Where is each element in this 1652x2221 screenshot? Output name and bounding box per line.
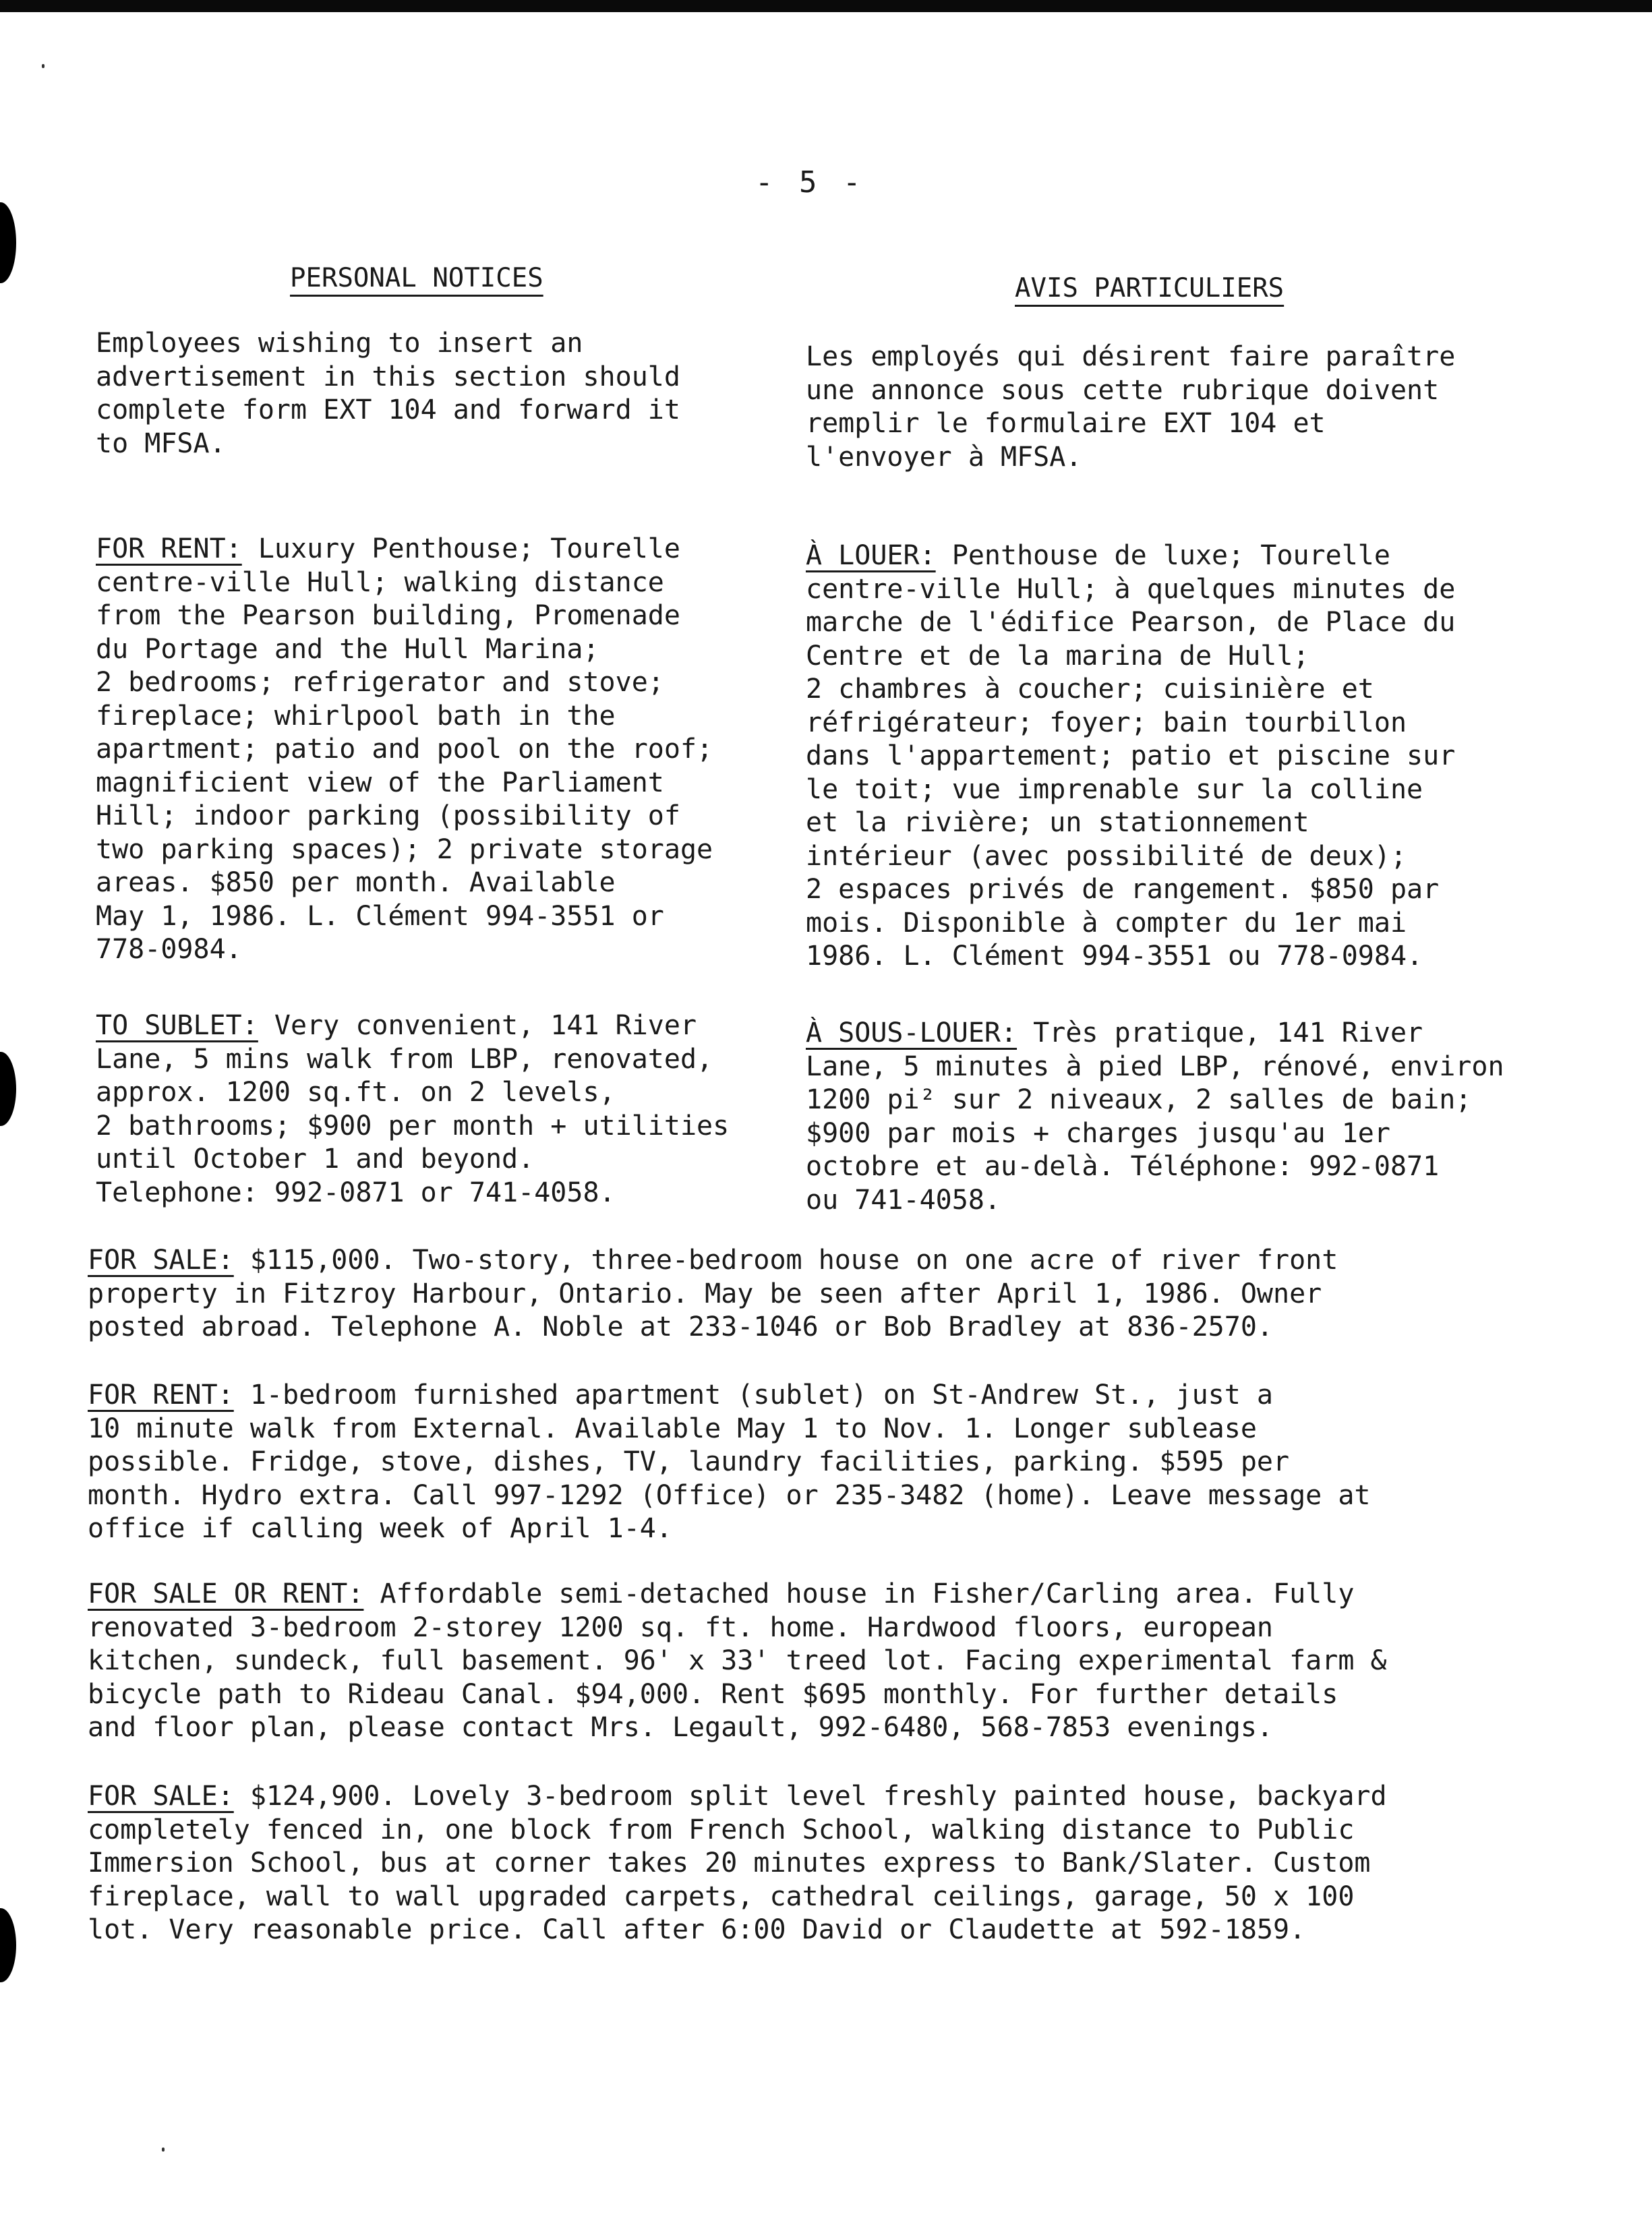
ad-text: $115,000. Two-story, three-bedroom house on one acre of river front property in Fitzroy Harbour, Ontario. May be seen after April 1, 1986. Owner posted abroad. Telephone A. Noble at 233-1046 or Bob Bradley at 836-2570. [88, 1245, 1338, 1342]
ad-text: $124,900. Lovely 3-bedroom split level freshly painted house, backyard completely fenced in, one block from French School, walking distance to Public Immersion School, bus at corner takes 20 minutes express to Bank/Slater. Custom fireplace, wall to wall upgraded carpets, cathedral ceilings, garage, 50 x 100 lot. Very reasonable price. Call after 6:00 David or Claudette at 592-1859. [88, 1781, 1387, 1945]
ad-label: FOR RENT: [96, 533, 242, 564]
ad-for-sale-fitzroy [88, 1244, 1571, 1344]
punch-hole-middle [0, 1052, 16, 1126]
ad-text: Affordable semi-detached house in Fisher/Carling area. Fully renovated 3-bedroom 2-storey 1200 sq. ft. home. Hardwood floors, european kitchen, sundeck, full basement. 96' x 33' treed lot. Facing experimental farm & bicycle path to Rideau Canal. $94,000. Rent $695 monthly. For further details and floor plan, please contact Mrs. Legault, 992-6480, 568-7853 evenings. [88, 1578, 1387, 1743]
punch-hole-top [0, 202, 16, 283]
ad-label: FOR SALE: [88, 1245, 234, 1276]
ad-text: Très pratique, 141 River Lane, 5 minutes à pied LBP, rénové, environ 1200 pi² sur 2 niveaux, 2 salles de bain; $900 par mois + charges jusqu'au 1er octobre et au-delà. Téléphone: 992-0871 ou 741-4058. [806, 1017, 1504, 1216]
personal-notices-intro: Employees wishing to insert an advertisement in this section should complete form EXT 104 and forward it to MFSA. [96, 328, 680, 459]
scan-top-edge [0, 0, 1652, 12]
ad-for-rent-penthouse [96, 533, 797, 967]
ad-label: FOR SALE: [88, 1781, 234, 1812]
avis-particuliers-heading: AVIS PARTICULIERS [1015, 273, 1285, 303]
personal-notices-heading: PERSONAL NOTICES [290, 263, 543, 293]
ad-label: FOR RENT: [88, 1380, 234, 1411]
ad-a-louer-penthouse [806, 539, 1561, 974]
ad-for-sale-or-rent-fisher-carling [88, 1578, 1571, 1745]
ad-text: 1-bedroom furnished apartment (sublet) on St-Andrew St., just a 10 minute walk from External. Available May 1 to Nov. 1. Longer sublease possible. Fridge, stove, dishes, TV, laundry facilities, parking. $595 per month. Hydro extra. Call 997-1292 (Office) or 235-3482 (home). Leave message at office if calling week of April 1-4. [88, 1380, 1371, 1544]
ad-for-sale-split-level [88, 1780, 1571, 1947]
ad-text: Luxury Penthouse; Tourelle centre-ville Hull; walking distance from the Pearson building, Promenade du Portage and the Hull Marina; 2 bedrooms; refrigerator and stove; fireplace; whirlpool bath in the apartment; patio and pool on the roof; magnificient view of the Parliament Hill; indoor parking (possibility of two parking spaces); 2 private storage areas. $850 per month. Available May 1, 1986. L. Clément 994-3551 or 778-0984. [96, 533, 713, 965]
ad-text: Very convenient, 141 River Lane, 5 mins walk from LBP, renovated, approx. 1200 sq.ft. on 2 levels, 2 bathrooms; $900 per month + utilities until October 1 and beyond. Telephone: 992-0871 or 741-4058. [96, 1010, 730, 1208]
page-number: - 5 - [755, 165, 865, 200]
ad-for-rent-st-andrew [88, 1379, 1571, 1546]
ad-text: Penthouse de luxe; Tourelle centre-ville Hull; à quelques minutes de marche de l'édifice Pearson, de Place du Centre et de la marina de Hull; 2 chambres à coucher; cuisinière et réfrigérateur; foyer; bain tourbillon dans l'appartement; patio et piscine sur le toit; vue imprenable sur la colline et la rivière; un stationnement intérieur (avec possibilité de deux); 2 espaces privés de rangement. $850 par mois. Disponible à compter du 1er mai 1986. L. Clément 994-3551 ou 778-0984. [806, 540, 1456, 972]
ad-label: À SOUS-LOUER: [806, 1017, 1017, 1048]
ad-a-sous-louer [806, 1017, 1561, 1217]
scan-speck [42, 64, 45, 68]
ad-label: TO SUBLET: [96, 1010, 258, 1041]
punch-hole-bottom [0, 1908, 16, 1982]
ad-label: FOR SALE OR RENT: [88, 1578, 364, 1609]
avis-particuliers-intro: Les employés qui désirent faire paraître une annonce sous cette rubrique doivent remplir le formulaire EXT 104 et l'envoyer à MFSA. [806, 341, 1456, 473]
scan-speck [162, 2148, 165, 2152]
ad-label: À LOUER: [806, 540, 936, 571]
ad-to-sublet [96, 1009, 797, 1210]
